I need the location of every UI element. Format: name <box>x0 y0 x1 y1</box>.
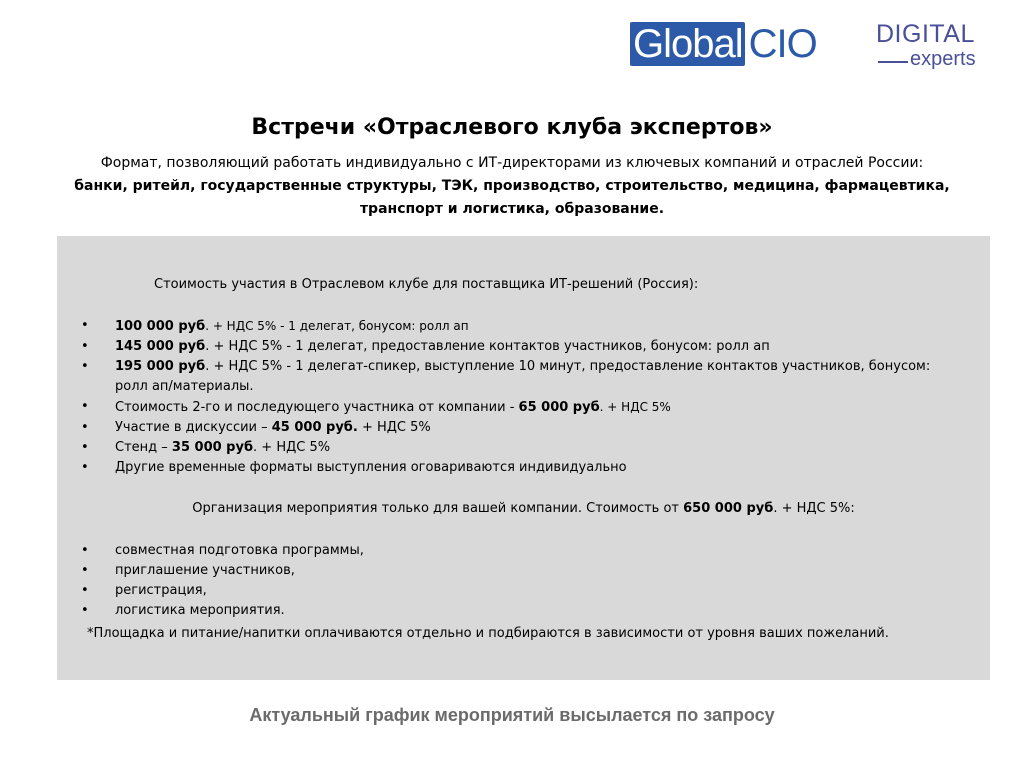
bullet: • <box>81 603 89 618</box>
bullet: • <box>81 359 89 374</box>
item-price: 195 000 руб <box>115 359 206 374</box>
page-title: Встречи «Отраслевого клуба экспертов» <box>251 115 773 140</box>
globalcio-logo-global: Global <box>630 22 745 66</box>
list-item <box>57 418 962 438</box>
bullet: • <box>81 583 89 598</box>
item-text-pre: Стенд – <box>115 440 172 455</box>
list-item-text: совместная подготовка программы, <box>115 543 364 558</box>
globalcio-logo-cio: CIO <box>748 22 817 66</box>
private-event-heading-after: . + НДС 5%: <box>773 501 855 516</box>
item-text-cont: ролл ап/материалы. <box>115 379 254 394</box>
digital-experts-logo-bottom: experts <box>910 48 976 70</box>
digital-experts-logo <box>876 21 994 71</box>
bullet: • <box>81 399 89 414</box>
bullet: • <box>81 543 89 558</box>
intro-text <box>60 152 964 221</box>
private-event-price: 650 000 руб <box>683 501 774 516</box>
intro-line-3 <box>60 198 964 221</box>
globalcio-logo <box>630 22 817 66</box>
item-text-after: . + НДС 5% - 1 делегат, бонусом: ролл ап <box>205 319 469 333</box>
bullet: • <box>81 318 89 333</box>
pricing-heading: Стоимость участия в Отраслевом клубе для поставщика ИТ-решений (Россия): <box>154 277 699 292</box>
bullet: • <box>81 563 89 578</box>
item-text-after: . + НДС 5% - 1 делегат, предоставление контактов участников, бонусом: ролл ап <box>205 339 770 354</box>
item-price: 100 000 руб <box>115 319 206 334</box>
list-item <box>57 581 962 601</box>
bullet: • <box>81 460 89 475</box>
private-event-list <box>57 541 962 621</box>
footnote: *Площадка и питание/напитки оплачиваются отдельно и подбираются в зависимости от уровня ваших пожеланий. <box>87 626 889 641</box>
item-text-after: . + НДС 5% - 1 делегат-спикер, выступление 10 минут, предоставление контактов участников, бонусом: <box>205 359 931 374</box>
list-item <box>57 397 962 418</box>
schedule-note: Актуальный график мероприятий высылается по запросу <box>249 705 775 725</box>
item-text-pre: Другие временные форматы выступления оговариваются индивидуально <box>115 460 627 475</box>
list-item <box>57 438 962 458</box>
list-item <box>57 541 962 561</box>
item-text-pre: Стоимость 2-го и последующего участника от компании - <box>115 400 519 415</box>
list-item <box>57 458 962 478</box>
list-item <box>57 601 962 621</box>
bullet: • <box>81 440 89 455</box>
list-item-text: приглашение участников, <box>115 563 295 578</box>
private-event-heading <box>57 499 990 519</box>
intro-line-2 <box>60 175 964 198</box>
private-event-heading-pre: Организация мероприятия только для вашей компании. Стоимость от <box>192 501 684 516</box>
item-price: 65 000 руб <box>518 400 600 415</box>
item-price: 145 000 руб <box>115 339 206 354</box>
list-item <box>57 337 962 357</box>
list-item <box>57 561 962 581</box>
list-item <box>57 316 962 337</box>
intro-line-1: Формат, позволяющий работать индивидуально с ИТ-директорами из ключевых компаний и отраслей России: <box>100 155 924 171</box>
item-price: 35 000 руб <box>171 440 254 455</box>
list-item-text: логистика мероприятия. <box>115 603 285 618</box>
item-text-after: . + НДС 5% <box>599 400 671 414</box>
list-item-text: регистрация, <box>115 583 207 598</box>
list-item <box>57 357 962 397</box>
intro-industries-1: банки, ритейл, государственные структуры, ТЭК, производство, строительство, медицина, фармацевтика, <box>74 178 950 194</box>
digital-experts-logo-line <box>878 61 908 63</box>
pricing-list <box>57 316 962 478</box>
bullet: • <box>81 339 89 354</box>
item-text-pre: Участие в дискуссии – <box>115 420 272 435</box>
item-text-after: . + НДС 5% <box>253 440 331 455</box>
item-price: 45 000 руб. <box>271 420 358 435</box>
pricing-panel <box>57 236 990 680</box>
bullet: • <box>81 420 89 435</box>
intro-industries-2: транспорт и логистика, образование. <box>359 201 665 217</box>
item-text-after: + НДС 5% <box>357 420 431 435</box>
digital-experts-logo-top: DIGITAL <box>876 20 975 48</box>
